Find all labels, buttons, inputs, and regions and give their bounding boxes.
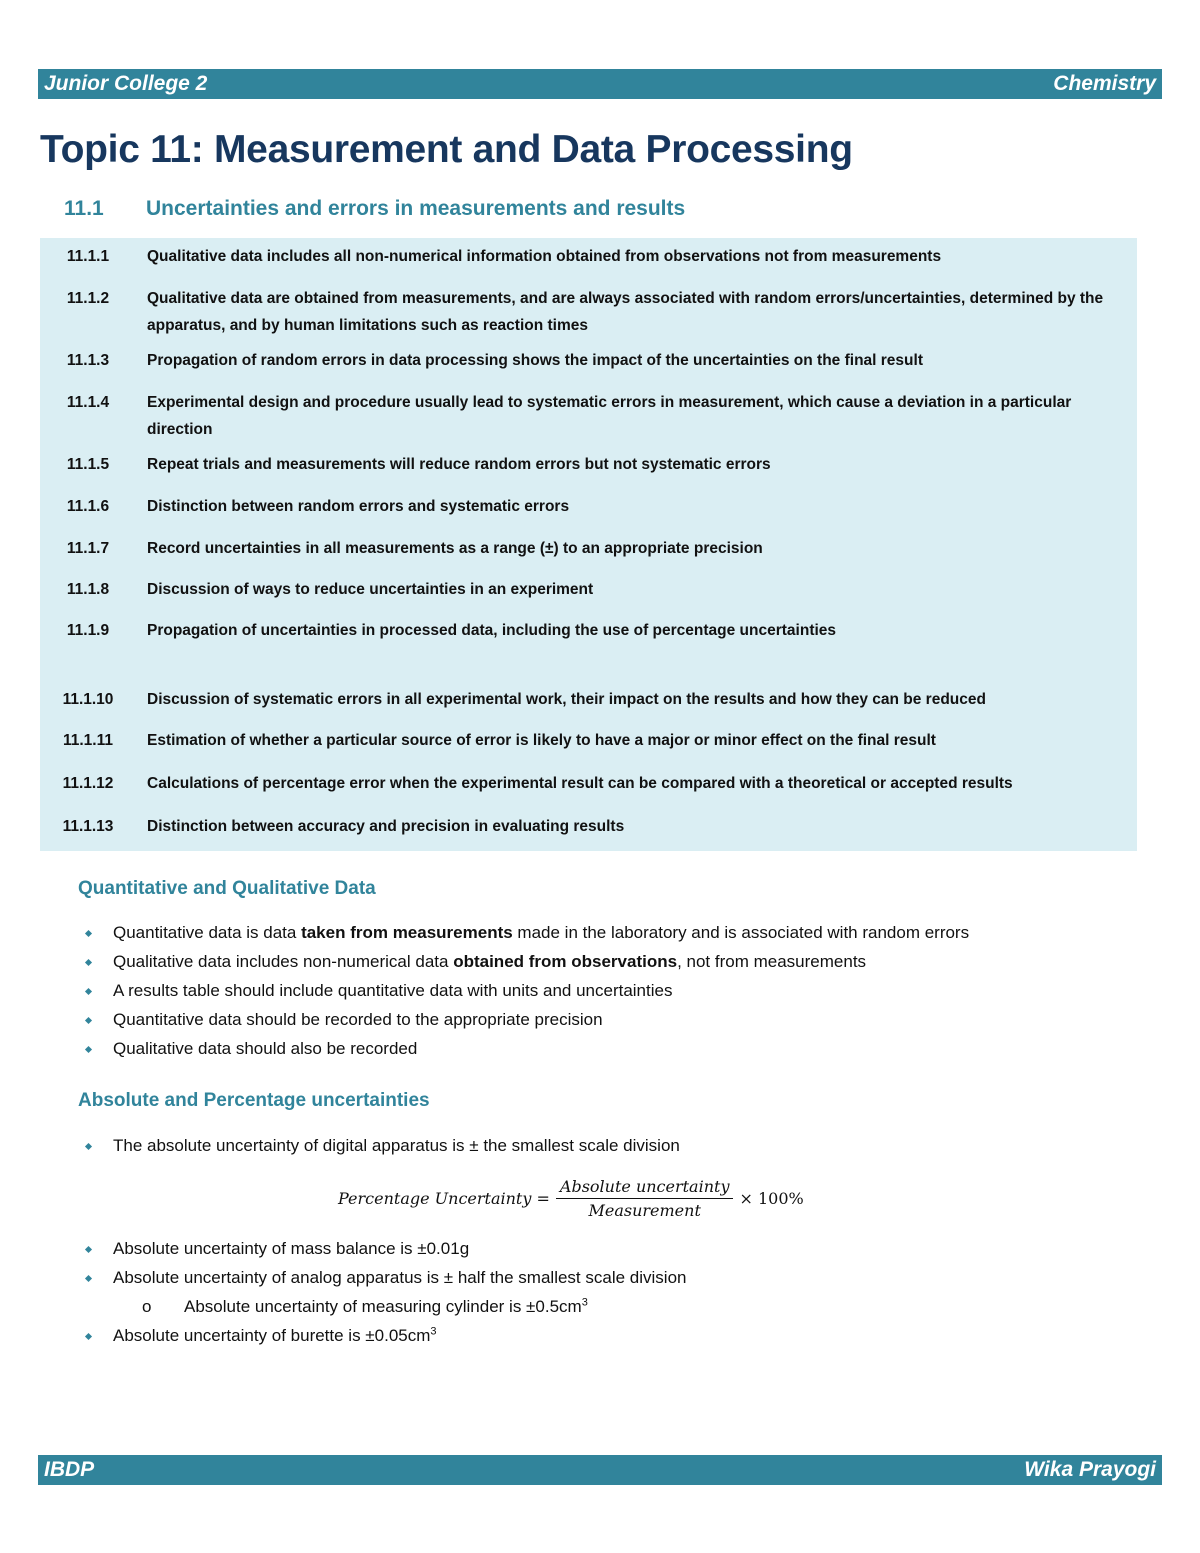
spec-text: Repeat trials and measurements will reduce random errors but not systematic errors — [147, 456, 771, 473]
bullet-text: made in the laboratory and is associated with random errors — [512, 923, 970, 942]
spec-code: 11.1.3 — [66, 352, 110, 369]
absolute-list-top — [78, 1131, 1138, 1160]
spec-text: Qualitative data includes all non-numerical information obtained from observations not from measurements — [147, 248, 942, 265]
bullet-text: Absolute uncertainty of burette is ±0.05cm — [113, 1326, 431, 1345]
bullet-emphasis: taken from measurements — [301, 923, 513, 942]
spec-text: Propagation of random errors in data processing shows the impact of the uncertainties on the final result — [147, 352, 923, 369]
spec-code: 11.1.8 — [66, 581, 110, 598]
footer-left: IBDP — [44, 1458, 95, 1481]
list-item: A results table should include quantitative data with units and uncertainties — [78, 976, 1138, 1005]
absolute-list — [78, 1234, 1138, 1350]
bullet-emphasis: obtained from observations — [453, 952, 678, 971]
superscript: 3 — [430, 1325, 437, 1338]
formula-numerator: Absolute uncertainty — [556, 1177, 734, 1199]
list-item — [78, 947, 1138, 976]
footer-right: Wika Prayogi — [1024, 1458, 1156, 1481]
spec-code: 11.1.13 — [62, 818, 114, 835]
list-item: Qualitative data should also be recorded — [78, 1034, 1138, 1063]
sub-bullet-marker: o — [142, 1297, 152, 1316]
subtitle-text: Uncertainties and errors in measurements and results — [146, 197, 686, 220]
spec-code: 11.1.10 — [62, 691, 114, 708]
formula-denominator: Measurement — [588, 1200, 701, 1220]
header-band — [38, 69, 1162, 99]
formula-rhs: × 100% — [739, 1188, 804, 1208]
section-subtitle — [64, 197, 685, 221]
spec-text: Calculations of percentage error when the experimental result can be compared with a theoretical or accepted results — [147, 775, 1013, 792]
bullet-text: Quantitative data is data — [113, 923, 302, 942]
spec-text: Qualitative data are obtained from measurements, and are always associated with random errors/uncertainties, determined by the apparatus, and by human limitations such as reaction times — [147, 290, 1104, 334]
spec-text: Experimental design and procedure usually lead to systematic errors in measurement, which cause a deviation in a particular direction — [147, 394, 1072, 438]
page-title: Topic 11: Measurement and Data Processing — [40, 128, 853, 171]
spec-text: Discussion of systematic errors in all experimental work, their impact on the results and how they can be reduced — [147, 691, 986, 708]
bullet-text: Absolute uncertainty of measuring cylinder is ±0.5cm — [184, 1297, 582, 1316]
spec-text: Distinction between random errors and systematic errors — [147, 498, 570, 515]
spec-code: 11.1.2 — [66, 290, 110, 307]
spec-code: 11.1.11 — [62, 732, 113, 749]
spec-code: 11.1.12 — [62, 775, 114, 792]
spec-text: Estimation of whether a particular source of error is likely to have a major or minor effect on the final result — [147, 732, 936, 749]
bullet-text: , not from measurements — [677, 952, 867, 971]
superscript: 3 — [581, 1296, 588, 1309]
spec-code: 11.1.9 — [66, 622, 110, 639]
header-right: Chemistry — [1053, 72, 1156, 95]
footer-band — [38, 1455, 1162, 1485]
list-item — [78, 1321, 1138, 1350]
spec-text: Discussion of ways to reduce uncertainties in an experiment — [147, 581, 594, 598]
percentage-uncertainty-formula — [338, 1170, 804, 1226]
spec-code: 11.1.4 — [66, 394, 110, 411]
spec-code: 11.1.5 — [66, 456, 110, 473]
spec-code: 11.1.7 — [66, 540, 110, 557]
bullet-text: Qualitative data includes non-numerical data — [113, 952, 454, 971]
spec-code: 11.1.6 — [66, 498, 110, 515]
spec-box — [40, 238, 1137, 851]
spec-code: 11.1.1 — [66, 248, 110, 265]
list-item — [78, 918, 1138, 947]
absolute-heading: Absolute and Percentage uncertainties — [78, 1090, 430, 1111]
header-left: Junior College 2 — [44, 72, 208, 95]
spec-text: Distinction between accuracy and precision in evaluating results — [147, 818, 625, 835]
list-item: Absolute uncertainty of analog apparatus is ± half the smallest scale division — [78, 1263, 1138, 1292]
spec-text: Record uncertainties in all measurements as a range (±) to an appropriate precision — [147, 540, 763, 557]
subtitle-number: 11.1 — [64, 197, 104, 220]
list-item: The absolute uncertainty of digital apparatus is ± the smallest scale division — [78, 1131, 1138, 1160]
list-item: Absolute uncertainty of mass balance is ±0.01g — [78, 1234, 1138, 1263]
quantitative-list — [78, 918, 1138, 1063]
list-item: Quantitative data should be recorded to the appropriate precision — [78, 1005, 1138, 1034]
quantitative-heading: Quantitative and Qualitative Data — [78, 878, 376, 899]
formula-fraction — [556, 1177, 734, 1220]
spec-text: Propagation of uncertainties in processed data, including the use of percentage uncertainties — [147, 622, 837, 639]
sub-list-item — [78, 1292, 1138, 1321]
formula-lhs: Percentage Uncertainty = — [338, 1188, 550, 1208]
